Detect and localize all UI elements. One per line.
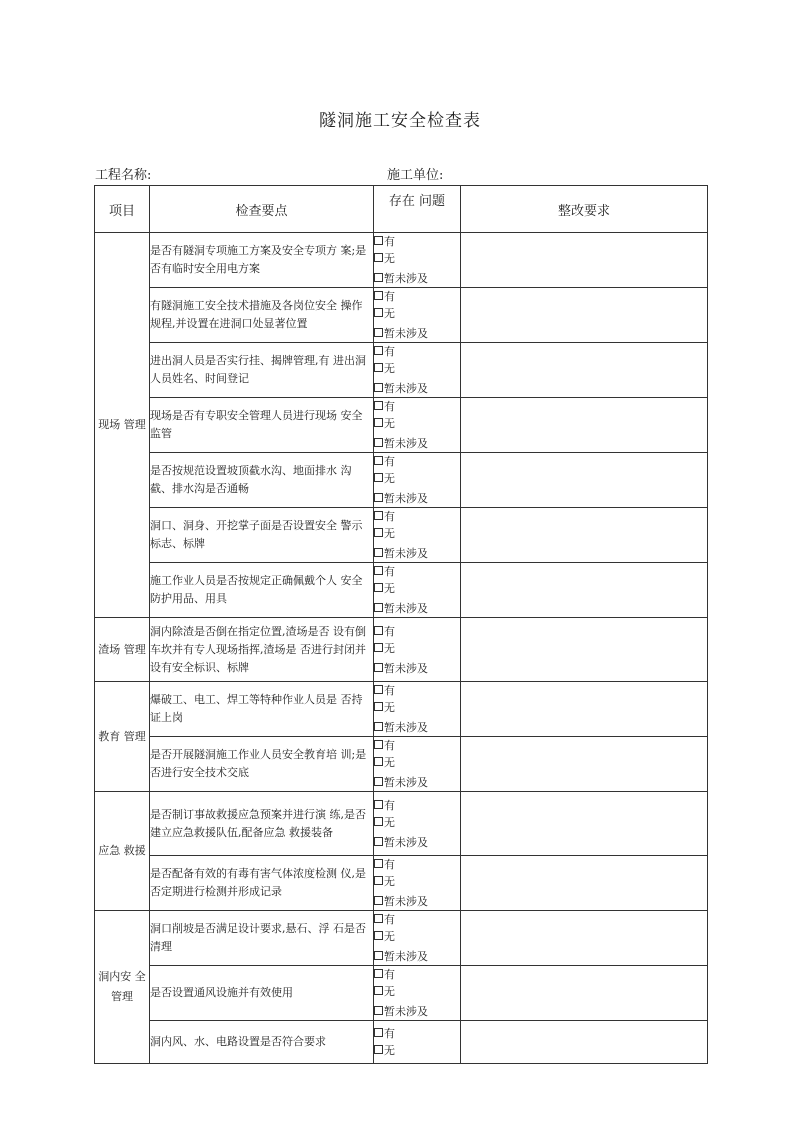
rectification-cell[interactable] — [461, 618, 708, 682]
option-label: 无 — [384, 527, 395, 540]
check-point-cell: 是否配备有效的有毒有害气体浓度检测 仪,是否定期进行检测并形成记录 — [150, 856, 374, 911]
option-label: 暂未涉及 — [384, 835, 428, 849]
checkbox-icon[interactable] — [374, 363, 383, 372]
issue-options-cell — [374, 453, 461, 508]
checkbox-icon[interactable] — [374, 685, 383, 694]
option-na[interactable] — [374, 380, 460, 397]
check-point-cell: 是否设置通风设施并有效使用 — [150, 966, 374, 1021]
option-yes[interactable] — [374, 288, 460, 305]
option-label: 暂未涉及 — [384, 602, 428, 615]
option-label: 暂未涉及 — [384, 1005, 428, 1018]
checkbox-icon[interactable] — [374, 1028, 383, 1037]
option-na[interactable] — [374, 545, 460, 562]
option-label: 有 — [384, 455, 395, 468]
option-na[interactable] — [374, 600, 460, 617]
checkbox-icon[interactable] — [374, 528, 383, 537]
table-row — [95, 792, 708, 856]
rectification-cell[interactable] — [461, 288, 708, 343]
checkbox-icon[interactable] — [374, 859, 383, 868]
checkbox-icon[interactable] — [374, 663, 383, 672]
option-label: 无 — [384, 582, 395, 595]
option-label: 无 — [384, 307, 395, 320]
option-label: 暂未涉及 — [384, 492, 428, 505]
table-row — [95, 966, 708, 1021]
option-no[interactable] — [374, 470, 460, 487]
option-yes[interactable] — [374, 682, 460, 699]
checkbox-icon[interactable] — [374, 777, 383, 786]
option-na[interactable] — [374, 774, 460, 791]
option-label: 无 — [384, 930, 395, 943]
header-rectification: 整改要求 — [461, 186, 708, 233]
issue-options-cell — [374, 856, 461, 911]
option-no[interactable] — [374, 580, 460, 597]
option-label: 无 — [384, 1044, 395, 1057]
category-cell: 洞内安 全 管理 — [95, 911, 150, 1064]
option-label: 无 — [384, 641, 395, 655]
checkbox-icon[interactable] — [374, 511, 383, 520]
document-title: 隧洞施工安全检查表 — [319, 111, 481, 131]
rectification-cell[interactable] — [461, 398, 708, 453]
category-cell: 应急 救援 — [95, 792, 150, 911]
checkbox-icon[interactable] — [374, 566, 383, 575]
option-label: 暂未涉及 — [384, 272, 428, 285]
rectification-cell[interactable] — [461, 453, 708, 508]
issue-options-cell — [374, 508, 461, 563]
checkbox-icon[interactable] — [374, 986, 383, 995]
option-yes[interactable] — [374, 623, 460, 640]
checkbox-icon[interactable] — [374, 383, 383, 392]
table-row — [95, 737, 708, 792]
option-na[interactable] — [374, 325, 460, 342]
option-label: 暂未涉及 — [384, 950, 428, 963]
checkbox-icon[interactable] — [374, 722, 383, 731]
table-row — [95, 453, 708, 508]
option-label: 暂未涉及 — [384, 895, 428, 908]
issue-options-cell — [374, 398, 461, 453]
checkbox-icon[interactable] — [374, 273, 383, 282]
checkbox-icon[interactable] — [374, 837, 383, 846]
checkbox-icon[interactable] — [374, 473, 383, 482]
category-cell: 教育 管理 — [95, 682, 150, 792]
option-no[interactable] — [374, 1042, 460, 1059]
option-no[interactable] — [374, 250, 460, 267]
checkbox-icon[interactable] — [374, 757, 383, 766]
construction-unit-field — [387, 164, 443, 183]
checkbox-icon[interactable] — [374, 951, 383, 960]
check-point-cell: 是否制订事故救援应急预案并进行演 练,是否建立应急救援队伍,配备应急 救援装备 — [150, 792, 374, 856]
issue-options-cell — [374, 288, 461, 343]
option-no[interactable] — [374, 415, 460, 432]
checkbox-icon[interactable] — [374, 817, 383, 826]
option-label: 无 — [384, 985, 395, 998]
table-row — [95, 563, 708, 618]
option-label: 无 — [384, 756, 395, 769]
checkbox-icon[interactable] — [374, 236, 383, 245]
option-no[interactable] — [374, 305, 460, 322]
checkbox-icon[interactable] — [374, 456, 383, 465]
option-label: 有 — [384, 739, 395, 752]
option-na[interactable] — [374, 1003, 460, 1020]
option-no[interactable] — [374, 525, 460, 542]
checkbox-icon[interactable] — [374, 291, 383, 300]
option-label: 有 — [384, 565, 395, 578]
header-check-points: 检查要点 — [150, 186, 374, 233]
checkbox-icon[interactable] — [374, 438, 383, 447]
option-no[interactable] — [374, 814, 460, 831]
table-row — [95, 911, 708, 966]
option-no[interactable] — [374, 640, 460, 657]
option-label: 暂未涉及 — [384, 327, 428, 340]
option-label: 有 — [384, 968, 395, 981]
check-point-cell: 是否有隧洞专项施工方案及安全专项方 案;是否有临时安全用电方案 — [150, 233, 374, 288]
checkbox-icon[interactable] — [374, 548, 383, 557]
checkbox-icon[interactable] — [374, 969, 383, 978]
check-point-cell: 进出洞人员是否实行挂、揭牌管理,有 进出洞人员姓名、时间登记 — [150, 343, 374, 398]
option-label: 有 — [384, 345, 395, 358]
checkbox-icon[interactable] — [374, 702, 383, 711]
option-na[interactable] — [374, 435, 460, 452]
header-issues: 存在 问题 — [374, 186, 461, 233]
issue-options-cell — [374, 966, 461, 1021]
option-label: 有 — [384, 798, 395, 812]
table-header-row — [95, 186, 708, 233]
option-yes[interactable] — [374, 966, 460, 983]
checkbox-icon[interactable] — [374, 328, 383, 337]
option-label: 有 — [384, 510, 395, 523]
option-label: 有 — [384, 858, 395, 871]
rectification-cell[interactable] — [461, 563, 708, 618]
issue-options-cell — [374, 911, 461, 966]
checkbox-icon[interactable] — [374, 493, 383, 502]
check-point-cell: 爆破工、电工、焊工等特种作业人员是 否持证上岗 — [150, 682, 374, 737]
table-row — [95, 856, 708, 911]
option-na[interactable] — [374, 948, 460, 965]
option-no[interactable] — [374, 360, 460, 377]
table-row — [95, 398, 708, 453]
checkbox-icon[interactable] — [374, 1045, 383, 1054]
option-yes[interactable] — [374, 508, 460, 525]
option-na[interactable] — [374, 834, 460, 851]
option-label: 无 — [384, 875, 395, 888]
rectification-cell[interactable] — [461, 737, 708, 792]
option-no[interactable] — [374, 928, 460, 945]
issue-options-cell — [374, 1021, 461, 1064]
table-row — [95, 1021, 708, 1064]
option-na[interactable] — [374, 490, 460, 507]
option-label: 有 — [384, 400, 395, 413]
check-point-cell: 洞内风、水、电路设置是否符合要求 — [150, 1021, 374, 1064]
option-yes[interactable] — [374, 911, 460, 928]
checkbox-icon[interactable] — [374, 1006, 383, 1015]
option-na[interactable] — [374, 893, 460, 910]
issue-options-cell — [374, 618, 461, 682]
table-row — [95, 288, 708, 343]
checkbox-icon[interactable] — [374, 876, 383, 885]
construction-unit-label: 施工单位: — [387, 168, 444, 183]
option-na[interactable] — [374, 719, 460, 736]
option-label: 暂未涉及 — [384, 547, 428, 560]
option-label: 暂未涉及 — [384, 776, 428, 789]
check-point-cell: 洞内除渣是否倒在指定位置,渣场是否 设有倒车坎并有专人现场指挥,渣场是 否进行封闭并设有安全标识、标牌 — [150, 618, 374, 682]
project-name-field — [95, 164, 151, 183]
option-yes[interactable] — [374, 737, 460, 754]
option-na[interactable] — [374, 660, 460, 677]
check-point-cell: 是否开展隧洞施工作业人员安全教育培 训;是否进行安全技术交底 — [150, 737, 374, 792]
option-label: 无 — [384, 252, 395, 265]
option-no[interactable] — [374, 699, 460, 716]
issue-options-cell — [374, 233, 461, 288]
option-label: 有 — [384, 624, 395, 638]
option-label: 暂未涉及 — [384, 661, 428, 675]
rectification-cell[interactable] — [461, 856, 708, 911]
option-yes[interactable] — [374, 563, 460, 580]
option-no[interactable] — [374, 983, 460, 1000]
option-label: 无 — [384, 701, 395, 714]
rectification-cell[interactable] — [461, 233, 708, 288]
inspection-table — [94, 185, 708, 1064]
check-point-cell: 洞口削坡是否满足设计要求,悬石、浮 石是否清理 — [150, 911, 374, 966]
table-row — [95, 343, 708, 398]
option-label: 无 — [384, 815, 395, 829]
rectification-cell[interactable] — [461, 792, 708, 856]
option-label: 无 — [384, 417, 395, 430]
option-label: 暂未涉及 — [384, 437, 428, 450]
checkbox-icon[interactable] — [374, 346, 383, 355]
option-label: 暂未涉及 — [384, 382, 428, 395]
option-yes[interactable] — [374, 856, 460, 873]
checkbox-icon[interactable] — [374, 914, 383, 923]
checkbox-icon[interactable] — [374, 643, 383, 652]
rectification-cell[interactable] — [461, 682, 708, 737]
table-row — [95, 508, 708, 563]
option-label: 有 — [384, 235, 395, 248]
check-point-cell: 是否按规范设置坡顶截水沟、地面排水 沟 截、排水沟是否通畅 — [150, 453, 374, 508]
option-label: 有 — [384, 684, 395, 697]
checkbox-icon[interactable] — [374, 896, 383, 905]
table-row — [95, 682, 708, 737]
checkbox-icon[interactable] — [374, 308, 383, 317]
rectification-cell[interactable] — [461, 911, 708, 966]
table-body — [95, 233, 708, 1064]
rectification-cell[interactable] — [461, 966, 708, 1021]
option-na[interactable] — [374, 270, 460, 287]
option-yes[interactable] — [374, 453, 460, 470]
checkbox-icon[interactable] — [374, 800, 383, 809]
check-point-cell: 施工作业人员是否按规定正确佩戴个人 安全防护用品、用具 — [150, 563, 374, 618]
option-label: 有 — [384, 913, 395, 926]
table-row — [95, 233, 708, 288]
category-cell: 现场 管理 — [95, 233, 150, 618]
checkbox-icon[interactable] — [374, 583, 383, 592]
issue-options-cell — [374, 682, 461, 737]
rectification-cell[interactable] — [461, 1021, 708, 1064]
checkbox-icon[interactable] — [374, 931, 383, 940]
option-label: 无 — [384, 362, 395, 375]
table-row — [95, 618, 708, 682]
issue-options-cell — [374, 563, 461, 618]
option-yes[interactable] — [374, 343, 460, 360]
check-point-cell: 现场是否有专职安全管理人员进行现场 安全监管 — [150, 398, 374, 453]
check-point-cell: 有隧洞施工安全技术措施及各岗位安全 操作规程,并设置在进洞口处显著位置 — [150, 288, 374, 343]
rectification-cell[interactable] — [461, 508, 708, 563]
rectification-cell[interactable] — [461, 343, 708, 398]
option-label: 无 — [384, 472, 395, 485]
checkbox-icon[interactable] — [374, 626, 383, 635]
option-yes[interactable] — [374, 233, 460, 250]
check-point-cell: 洞口、洞身、开挖掌子面是否设置安全 警示标志、标牌 — [150, 508, 374, 563]
option-no[interactable] — [374, 873, 460, 890]
category-cell: 渣场 管理 — [95, 618, 150, 682]
header-item: 项目 — [95, 186, 150, 233]
checkbox-icon[interactable] — [374, 253, 383, 262]
option-yes[interactable] — [374, 1025, 460, 1042]
issue-options-cell — [374, 343, 461, 398]
option-yes[interactable] — [374, 797, 460, 814]
option-label: 有 — [384, 290, 395, 303]
issue-options-cell — [374, 792, 461, 856]
option-no[interactable] — [374, 754, 460, 771]
issue-options-cell — [374, 737, 461, 792]
checkbox-icon[interactable] — [374, 401, 383, 410]
option-yes[interactable] — [374, 398, 460, 415]
checkbox-icon[interactable] — [374, 603, 383, 612]
project-name-label: 工程名称: — [95, 168, 152, 183]
option-label: 暂未涉及 — [384, 721, 428, 734]
checkbox-icon[interactable] — [374, 418, 383, 427]
option-label: 有 — [384, 1027, 395, 1040]
checkbox-icon[interactable] — [374, 740, 383, 749]
